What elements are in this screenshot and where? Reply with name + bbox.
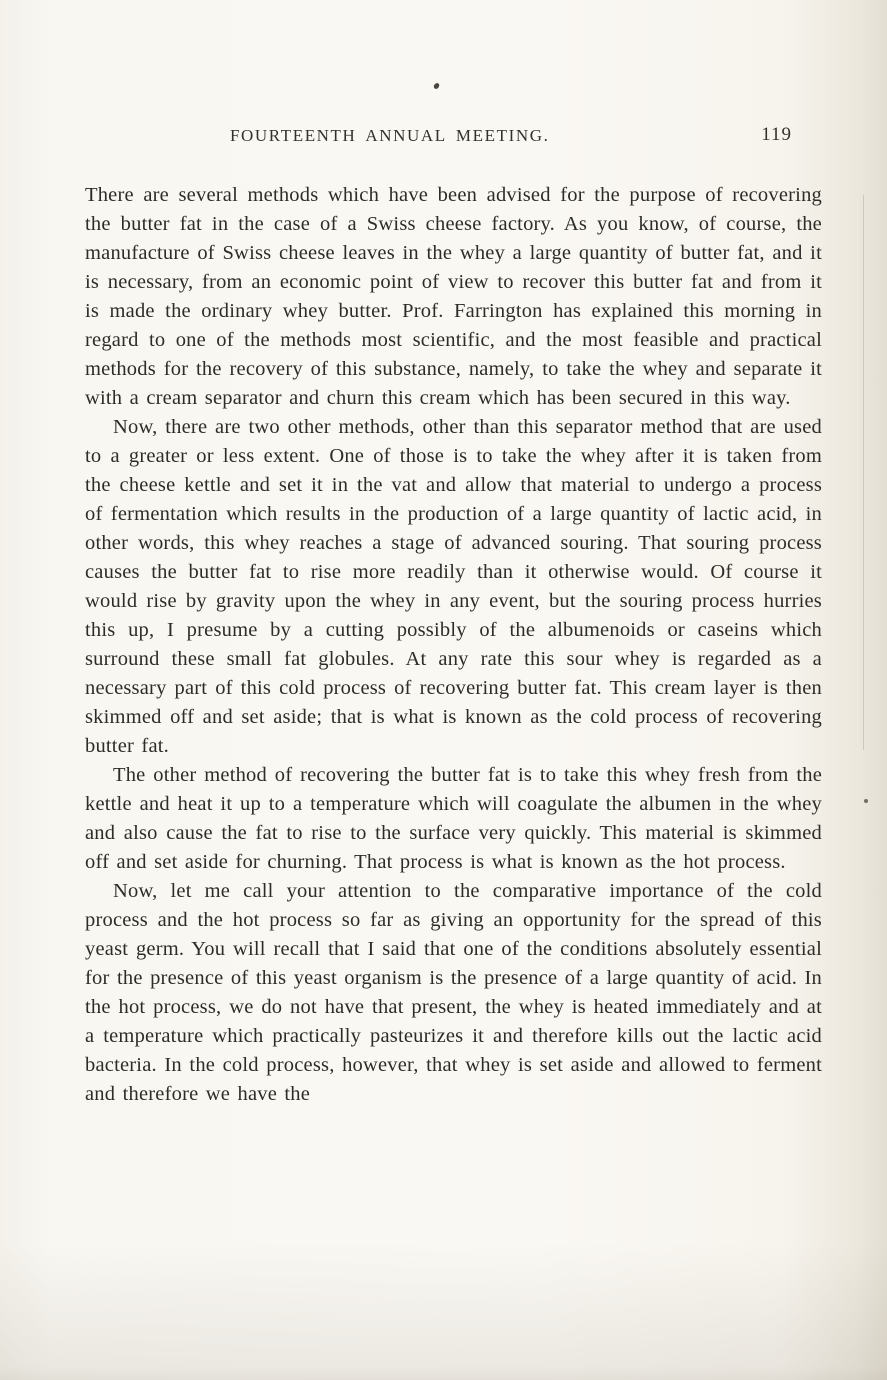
page-number: 119 (761, 124, 792, 145)
running-title: FOURTEENTH ANNUAL MEETING. (230, 126, 550, 145)
scan-speck (864, 799, 868, 803)
page-edge-shadow (863, 195, 864, 750)
paragraph: There are several methods which have been advised for the purpose of recovering the butter fat in the case of a Swiss cheese factory. As you know, of course, the manufacture of Swiss cheese leaves in the whey a large quantity of butter fat, and it is necessary, from an economic point of view to recover this butter fat and from it is made the ordinary whey butter. Prof. Farrington has explained this morning in regard to one of the methods most scientific, and the most feasible and practical methods for the recovery of this substance, namely, to take the whey and separate it with a cream separator and churn this cream which has been secured in this way. (85, 184, 822, 409)
paragraph: Now, there are two other methods, other than this separator method that are used to a greater or less extent. One of those is to take the whey after it is taken from the cheese kettle and set it in the vat and allow that material to undergo a process of fermentation which results in the production of a large quantity of lactic acid, in other words, this whey reaches a stage of advanced souring. That souring process causes the butter fat to rise more readily than it otherwise would. Of course it would rise by gravity upon the whey in any event, but the souring process hurries this up, I presume by a cutting possibly of the albumenoids or caseins which surround these small fat globules. At any rate this sour whey is regarded as a necessary part of this cold process of recovering butter fat. This cream layer is then skimmed off and set aside; that is what is known as the cold process of recovering butter fat. (85, 416, 822, 757)
page-body (85, 181, 822, 1109)
paragraph: Now, let me call your attention to the comparative importance of the cold process and the hot process so far as giving an opportunity for the spread of this yeast germ. You will recall that I said that one of the conditions absolutely essential for the presence of this yeast organism is the presence of a large quantity of acid. In the hot process, we do not have that present, the whey is heated immediately and at a temperature which practically pasteurizes it and therefore kills out the lactic acid bacteria. In the cold process, however, that whey is set aside and allowed to ferment and therefore we have the (85, 880, 822, 1105)
page-header (85, 126, 822, 152)
paragraph: The other method of recovering the butter fat is to take this whey fresh from the kettle and heat it up to a temperature which will coagulate the albumen in the whey and also cause the fat to rise to the surface very quickly. This material is skimmed off and set aside for churning. That process is what is known as the hot process. (85, 764, 822, 873)
